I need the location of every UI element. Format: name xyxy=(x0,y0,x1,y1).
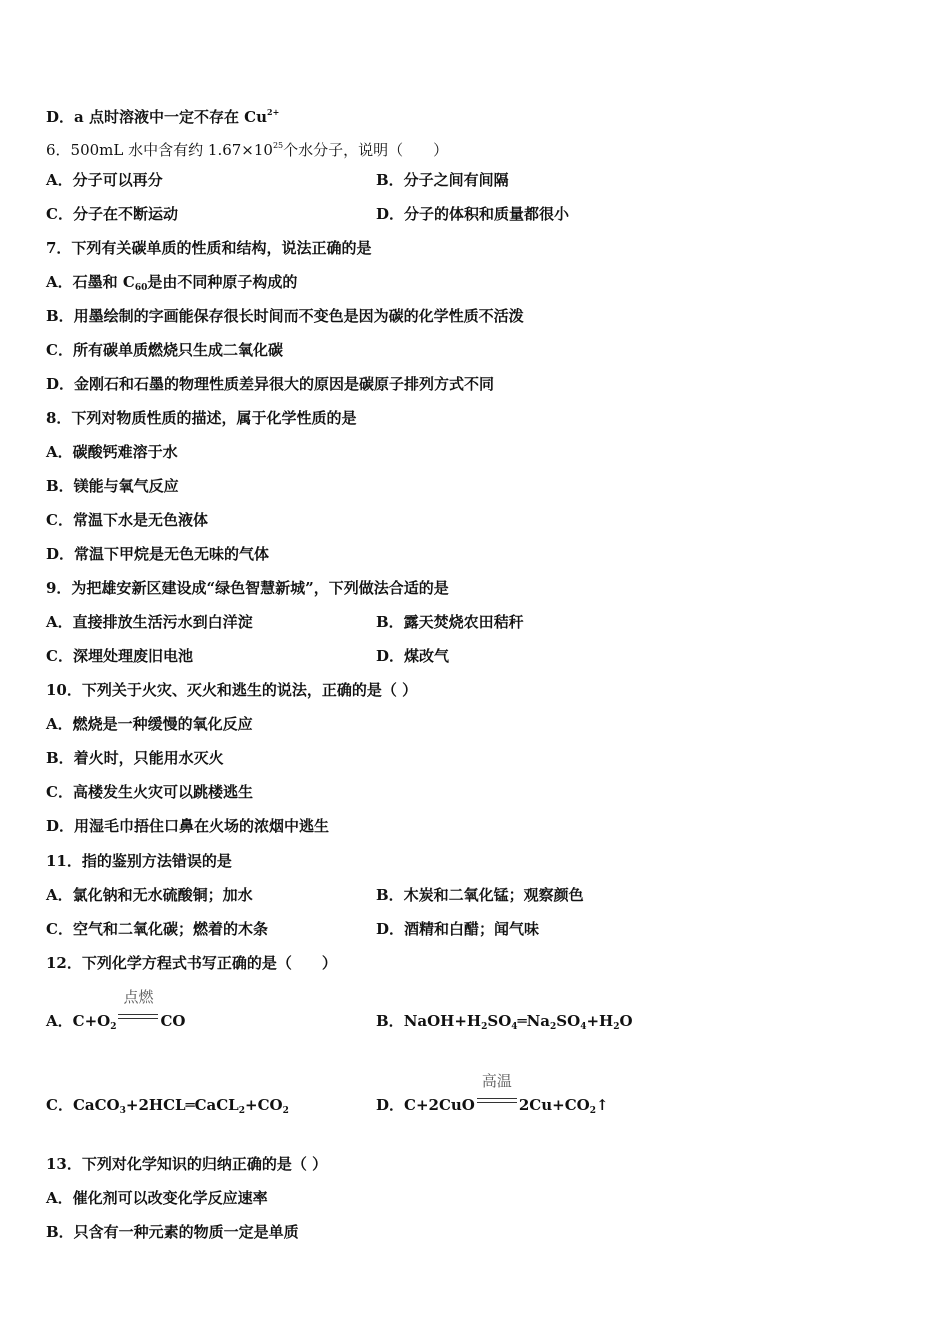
question-13-stem: 13．下列对化学知识的归纳正确的是（ ） xyxy=(46,1155,328,1173)
q11-option-d: D．酒精和白醋；闻气味 xyxy=(376,920,540,938)
equation-lhs: C+2CuO xyxy=(404,1096,475,1114)
q11-option-a: A．氯化钠和无水硫酸铜；加水 xyxy=(46,886,253,904)
q8-option-c: C．常温下水是无色液体 xyxy=(46,511,208,529)
q12-option-d xyxy=(376,1072,609,1121)
equation-part: +2HCL═CaCL xyxy=(125,1096,239,1114)
equation-part: SO xyxy=(556,1012,581,1030)
option-label: A． xyxy=(46,1012,73,1030)
option-text: 是由不同种原子构成的 xyxy=(147,273,298,291)
q7-option-b: B．用墨绘制的字画能保存很长时间而不变色是因为碳的化学性质不活泼 xyxy=(46,307,524,325)
subscript: 2 xyxy=(110,1022,117,1032)
equation-part: SO xyxy=(487,1012,512,1030)
q13-option-b: B．只含有一种元素的物质一定是单质 xyxy=(46,1223,299,1241)
superscript: 2+ xyxy=(267,107,280,117)
q8-option-d: D．常温下甲烷是无色无味的气体 xyxy=(46,545,270,563)
equation-rhs: 2Cu+CO xyxy=(518,1096,590,1114)
option-text: D． xyxy=(46,108,75,126)
option-text: a 点时溶液中一定不存在 Cu xyxy=(74,108,268,126)
equation-part: +H xyxy=(586,1012,614,1030)
q11-option-c: C．空气和二氧化碳；燃着的木条 xyxy=(46,920,268,938)
option-label: C． xyxy=(46,1096,73,1114)
superscript: 25 xyxy=(272,141,284,150)
equation-rhs: CO xyxy=(160,1012,186,1030)
subscript: 2 xyxy=(238,1106,245,1116)
reaction-condition: 点燃 xyxy=(123,988,154,1006)
q8-option-b: B．镁能与氧气反应 xyxy=(46,477,179,495)
subscript: 2 xyxy=(589,1106,596,1116)
question-11-stem: 11．指的鉴别方法错误的是 xyxy=(46,852,232,870)
subscript: 2 xyxy=(282,1106,289,1116)
q9-option-c: C．深埋处理废旧电池 xyxy=(46,647,193,665)
question-text: 个水分子，说明（ ） xyxy=(283,141,449,159)
q10-option-a: A．燃烧是一种缓慢的氧化反应 xyxy=(46,715,253,733)
question-7-stem: 7．下列有关碳单质的性质和结构，说法正确的是 xyxy=(46,239,372,257)
q9-option-a: A．直接排放生活污水到白洋淀 xyxy=(46,613,253,631)
subscript: 2 xyxy=(550,1022,557,1032)
equation-part: ═Na xyxy=(517,1012,551,1030)
q9-option-b: B．露天焚烧农田秸秆 xyxy=(376,613,524,631)
double-line xyxy=(477,1098,517,1103)
question-10-stem: 10．下列关于火灾、灭火和逃生的说法，正确的是（ ） xyxy=(46,681,418,699)
option-text: A．石墨和 C xyxy=(46,273,135,291)
q12-option-b xyxy=(376,1011,633,1037)
q13-option-a: A．催化剂可以改变化学反应速率 xyxy=(46,1189,268,1207)
q10-option-c: C．高楼发生火灾可以跳楼逃生 xyxy=(46,783,253,801)
equation-part: NaOH+H xyxy=(403,1012,482,1030)
q6-option-a: A．分子可以再分 xyxy=(46,171,163,189)
option-label: D． xyxy=(376,1096,405,1114)
double-line xyxy=(118,1014,158,1019)
q11-option-b: B．木炭和二氧化锰；观察颜色 xyxy=(376,886,584,904)
question-6-stem xyxy=(46,136,448,160)
question-12-stem: 12．下列化学方程式书写正确的是（ ） xyxy=(46,954,337,972)
question-8-stem: 8．下列对物质性质的描述，属于化学性质的是 xyxy=(46,409,357,427)
option-label: B． xyxy=(376,1012,404,1030)
q10-option-d: D．用湿毛巾捂住口鼻在火场的浓烟中逃生 xyxy=(46,817,330,835)
question-text: 6．500mL 水中含有约 1.67×10 xyxy=(46,141,273,159)
subscript: 2 xyxy=(481,1022,488,1032)
subscript: 4 xyxy=(580,1022,587,1032)
q9-option-d: D．煤改气 xyxy=(376,647,450,665)
subscript: 3 xyxy=(119,1106,126,1116)
q12-option-a xyxy=(46,988,186,1037)
subscript: 60 xyxy=(134,283,148,293)
question-9-stem: 9．为把雄安新区建设成“绿色智慧新城”，下列做法合适的是 xyxy=(46,579,449,597)
reaction-condition: 高温 xyxy=(481,1072,512,1090)
q10-option-b: B．着火时，只能用水灭火 xyxy=(46,749,224,767)
equation-part: CaCO xyxy=(72,1096,120,1114)
q7-option-c: C．所有碳单质燃烧只生成二氧化碳 xyxy=(46,341,283,359)
q6-option-c: C．分子在不断运动 xyxy=(46,205,178,223)
option-d-prev xyxy=(46,102,279,127)
reaction-equals-sign xyxy=(118,988,158,1031)
subscript: 2 xyxy=(613,1022,620,1032)
q6-option-b: B．分子之间有间隔 xyxy=(376,171,509,189)
q8-option-a: A．碳酸钙难溶于水 xyxy=(46,443,178,461)
q7-option-d: D．金刚石和石墨的物理性质差异很大的原因是碳原子排列方式不同 xyxy=(46,375,495,393)
gas-arrow: ↑ xyxy=(596,1096,609,1114)
equation-part: +CO xyxy=(245,1096,283,1114)
subscript: 4 xyxy=(511,1022,518,1032)
q7-option-a xyxy=(46,272,297,298)
q12-option-c xyxy=(46,1095,289,1121)
equation-part: O xyxy=(619,1012,633,1030)
reaction-equals-sign xyxy=(477,1072,517,1115)
equation-lhs: C+O xyxy=(72,1012,111,1030)
q6-option-d: D．分子的体积和质量都很小 xyxy=(376,205,570,223)
